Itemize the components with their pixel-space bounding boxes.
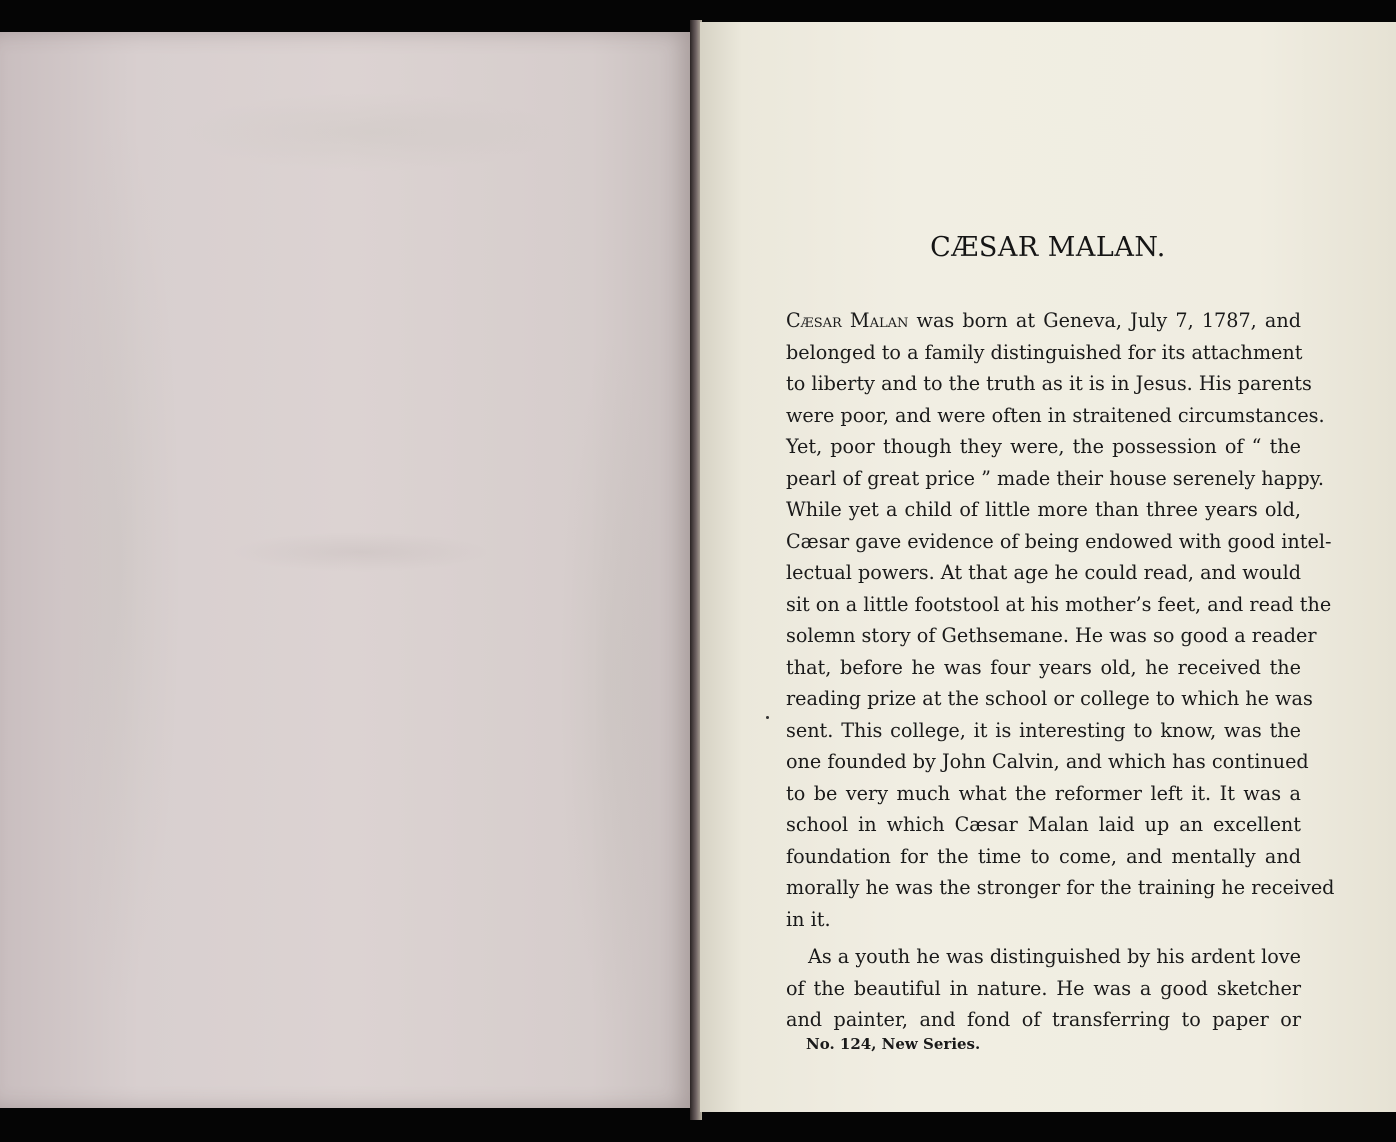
- left-page-faded-ornament: [560, 332, 660, 1032]
- text-line: pearl of great price ” made their house serenely happy.: [786, 466, 1325, 490]
- left-page-faded-text: [230, 532, 490, 572]
- text-line: one founded by John Calvin, and which has continued: [786, 750, 1309, 773]
- text-line: belonged to a family distinguished for its attachment: [786, 340, 1303, 364]
- right-page: [700, 22, 1396, 1112]
- ink-speck: [766, 716, 769, 719]
- text-line: sent. This college, it is interesting to know, was the: [786, 718, 1301, 742]
- text-line: in it.: [786, 907, 831, 931]
- text-line: to be very much what the reformer left it. It was a: [786, 781, 1301, 805]
- text-line: lectual powers. At that age he could read, and would: [786, 561, 1301, 584]
- left-page-blank-cover: [0, 32, 696, 1108]
- text-line: As a youth he was distinguished by his ardent love: [808, 945, 1302, 968]
- series-number: No. 124, New Series.: [806, 1035, 981, 1053]
- text-line-rest: was born at Geneva, July 7, 1787, and: [908, 309, 1301, 332]
- text-line: [786, 305, 1301, 337]
- text-line: of the beautiful in nature. He was a good sketcher: [786, 976, 1301, 1000]
- text-line: foundation for the time to come, and mentally and: [786, 844, 1301, 868]
- text-line: solemn story of Gethsemane. He was so good a reader: [786, 624, 1317, 647]
- text-line: reading prize at the school or college to which he was: [786, 687, 1313, 710]
- text-line: and painter, and fond of transferring to paper or: [786, 1008, 1301, 1031]
- text-line: morally he was the stronger for the training he received: [786, 876, 1335, 899]
- text-line: to liberty and to the truth as it is in Jesus. His parents: [786, 372, 1312, 395]
- text-line: While yet a child of little more than three years old,: [786, 498, 1301, 521]
- text-line: school in which Cæsar Malan laid up an excellent: [786, 813, 1301, 836]
- left-page-faded-ornament: [180, 92, 560, 172]
- text-line: sit on a little footstool at his mother’s feet, and read the: [786, 592, 1332, 616]
- left-page-faded-ornament: [60, 112, 180, 1012]
- text-line: Cæsar gave evidence of being endowed with good intel-: [786, 529, 1332, 553]
- text-line: that, before he was four years old, he received the: [786, 655, 1301, 679]
- text-line: Yet, poor though they were, the possession of “ the: [786, 435, 1301, 458]
- body-text: [786, 305, 1335, 1036]
- text-line: were poor, and were often in straitened circumstances.: [786, 403, 1325, 427]
- author-name-smallcaps: Cæsar Malan: [786, 309, 909, 332]
- page-title: CÆSAR MALAN.: [930, 232, 1166, 263]
